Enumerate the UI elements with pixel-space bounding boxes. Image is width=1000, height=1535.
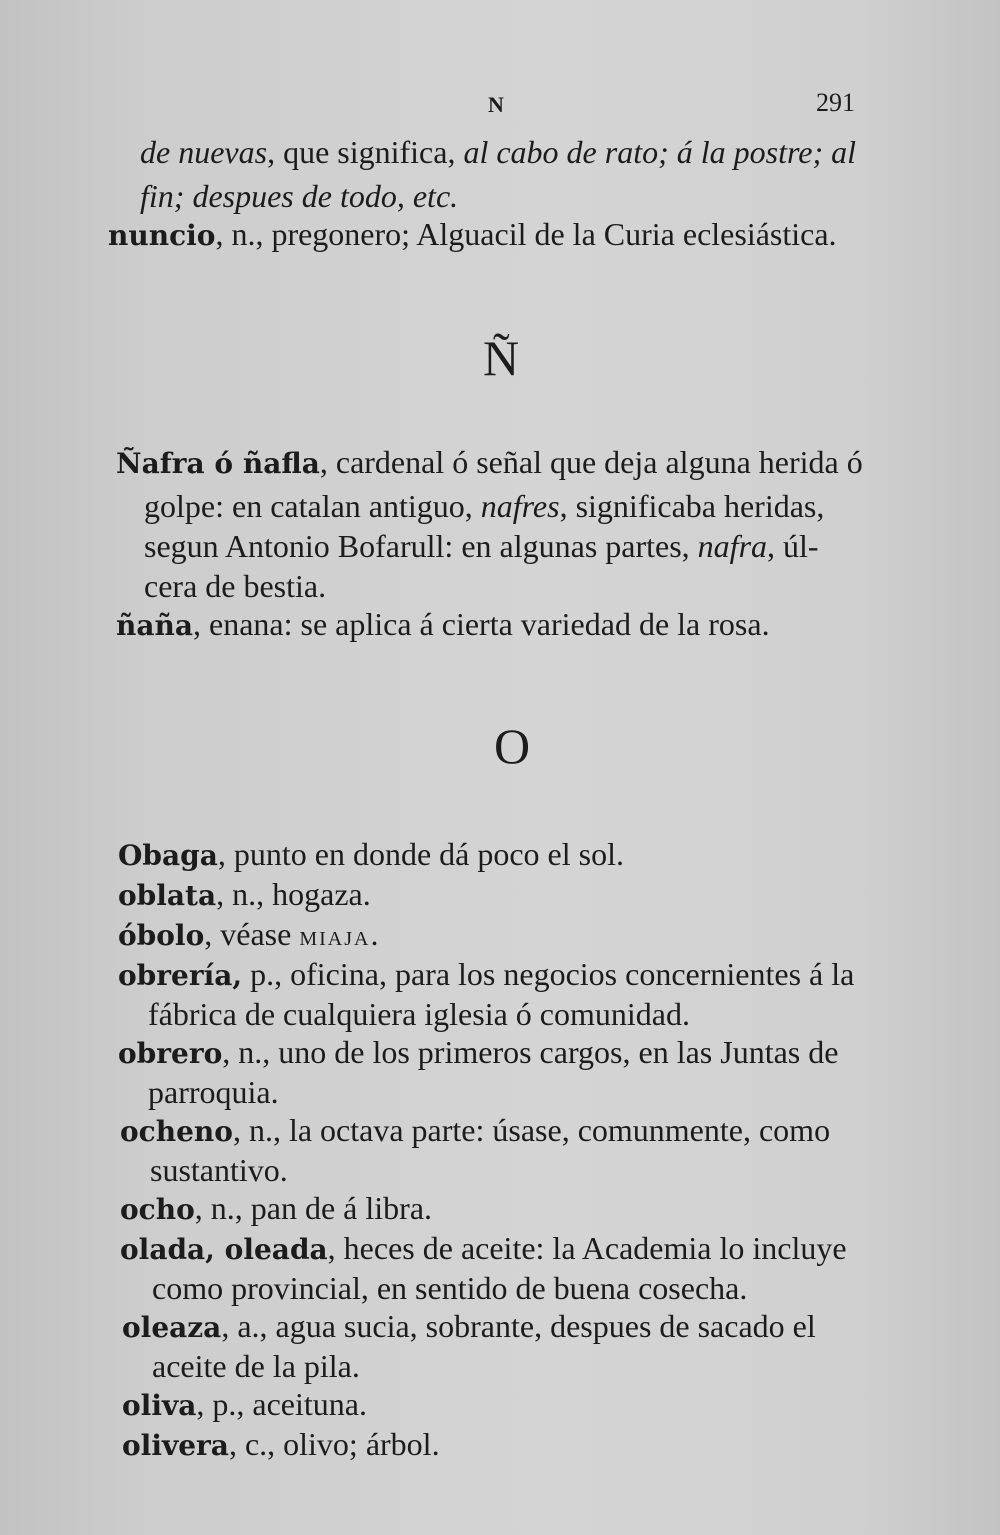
entry-ocho bbox=[120, 1188, 432, 1230]
definition: , n., hogaza. bbox=[216, 876, 371, 912]
entry-ocheno-line-2: sustantivo. bbox=[150, 1152, 288, 1188]
headword: ñaña bbox=[116, 609, 193, 642]
continuation-line-1 bbox=[140, 132, 856, 172]
definition: golpe: en catalan antiguo, bbox=[144, 488, 481, 524]
page-number: 291 bbox=[816, 88, 855, 117]
headword: Obaga bbox=[118, 839, 218, 872]
headword: Ñafra ó ñafla bbox=[116, 447, 320, 480]
entry-olada-line-2: como provincial, en sentido de buena cosecha. bbox=[152, 1270, 748, 1306]
definition: , úl- bbox=[767, 528, 819, 564]
entry-olada bbox=[120, 1228, 847, 1270]
definition: . bbox=[370, 916, 379, 952]
headword: oliva bbox=[122, 1389, 197, 1422]
definition: , cardenal ó señal que deja alguna herida ó bbox=[319, 444, 863, 480]
cross-reference: MIAJA bbox=[299, 928, 371, 950]
running-head bbox=[0, 88, 1000, 118]
entry-oliva bbox=[122, 1384, 367, 1426]
definition-italic: nafres bbox=[480, 488, 560, 524]
definition: , n., la octava parte: úsase, comunmente, como bbox=[232, 1112, 831, 1148]
entry-obolo bbox=[118, 914, 378, 959]
definition: , significaba heridas, bbox=[559, 488, 825, 524]
entry-obaga bbox=[118, 834, 624, 876]
headword: ocheno bbox=[120, 1115, 233, 1148]
headword: óbolo bbox=[118, 919, 205, 952]
definition: , p., aceituna. bbox=[196, 1386, 367, 1422]
continuation-line-2: fin; despues de todo, etc. bbox=[140, 178, 459, 214]
entry-obrero-line-2: parroquia. bbox=[148, 1074, 279, 1110]
entry-oleaza bbox=[122, 1306, 816, 1348]
headword: oleaza bbox=[122, 1311, 222, 1344]
entry-nafra bbox=[116, 442, 863, 484]
entry-olivera bbox=[122, 1424, 440, 1466]
headword: obrero bbox=[118, 1037, 223, 1070]
continuation-text: , que significa, bbox=[267, 134, 464, 170]
entry-obreria bbox=[118, 954, 854, 996]
definition: , heces de aceite: la Academia lo incluye bbox=[327, 1230, 847, 1266]
headword: obrería, bbox=[118, 959, 243, 992]
definition: , n., pregonero; Alguacil de la Curia eclesiástica. bbox=[215, 216, 837, 252]
headword: nuncio bbox=[108, 219, 216, 252]
entry-nuncio bbox=[108, 214, 837, 256]
entry-oleaza-line-2: aceite de la pila. bbox=[152, 1348, 360, 1384]
section-heading-o: O bbox=[494, 718, 531, 774]
definition: , enana: se aplica á cierta variedad de la rosa. bbox=[193, 606, 770, 642]
entry-nafra-line-3 bbox=[144, 526, 819, 566]
entry-ocheno bbox=[120, 1110, 830, 1152]
entry-obreria-line-2: fábrica de cualquiera iglesia ó comunidad. bbox=[148, 996, 690, 1032]
definition: , a., agua sucia, sobrante, despues de sacado el bbox=[221, 1308, 816, 1344]
entry-oblata bbox=[118, 874, 371, 916]
definition: , véase bbox=[204, 916, 300, 952]
definition: p., oficina, para los negocios concernientes á la bbox=[242, 956, 855, 992]
headword: oblata bbox=[118, 879, 217, 912]
entry-nana bbox=[116, 604, 770, 646]
entry-obrero bbox=[118, 1032, 838, 1074]
headword: ocho bbox=[120, 1193, 195, 1226]
continuation-italic: al cabo de rato; á la postre; al bbox=[463, 134, 856, 170]
definition-italic: nafra bbox=[697, 528, 768, 564]
definition: , n., uno de los primeros cargos, en las Juntas de bbox=[222, 1034, 839, 1070]
definition: segun Antonio Bofarull: en algunas partes, bbox=[144, 528, 698, 564]
continuation-italic: de nuevas bbox=[140, 134, 268, 170]
headword: olada, oleada bbox=[120, 1233, 328, 1266]
section-heading-enye: Ñ bbox=[483, 330, 520, 386]
headword: olivera bbox=[122, 1429, 229, 1462]
entry-nafra-line-4: cera de bestia. bbox=[144, 568, 327, 604]
definition: , c., olivo; árbol. bbox=[228, 1426, 440, 1462]
definition: , punto en donde dá poco el sol. bbox=[217, 836, 624, 872]
running-head-letter: N bbox=[488, 92, 504, 117]
definition: , n., pan de á libra. bbox=[194, 1190, 433, 1226]
entry-nafra-line-2 bbox=[144, 486, 824, 526]
